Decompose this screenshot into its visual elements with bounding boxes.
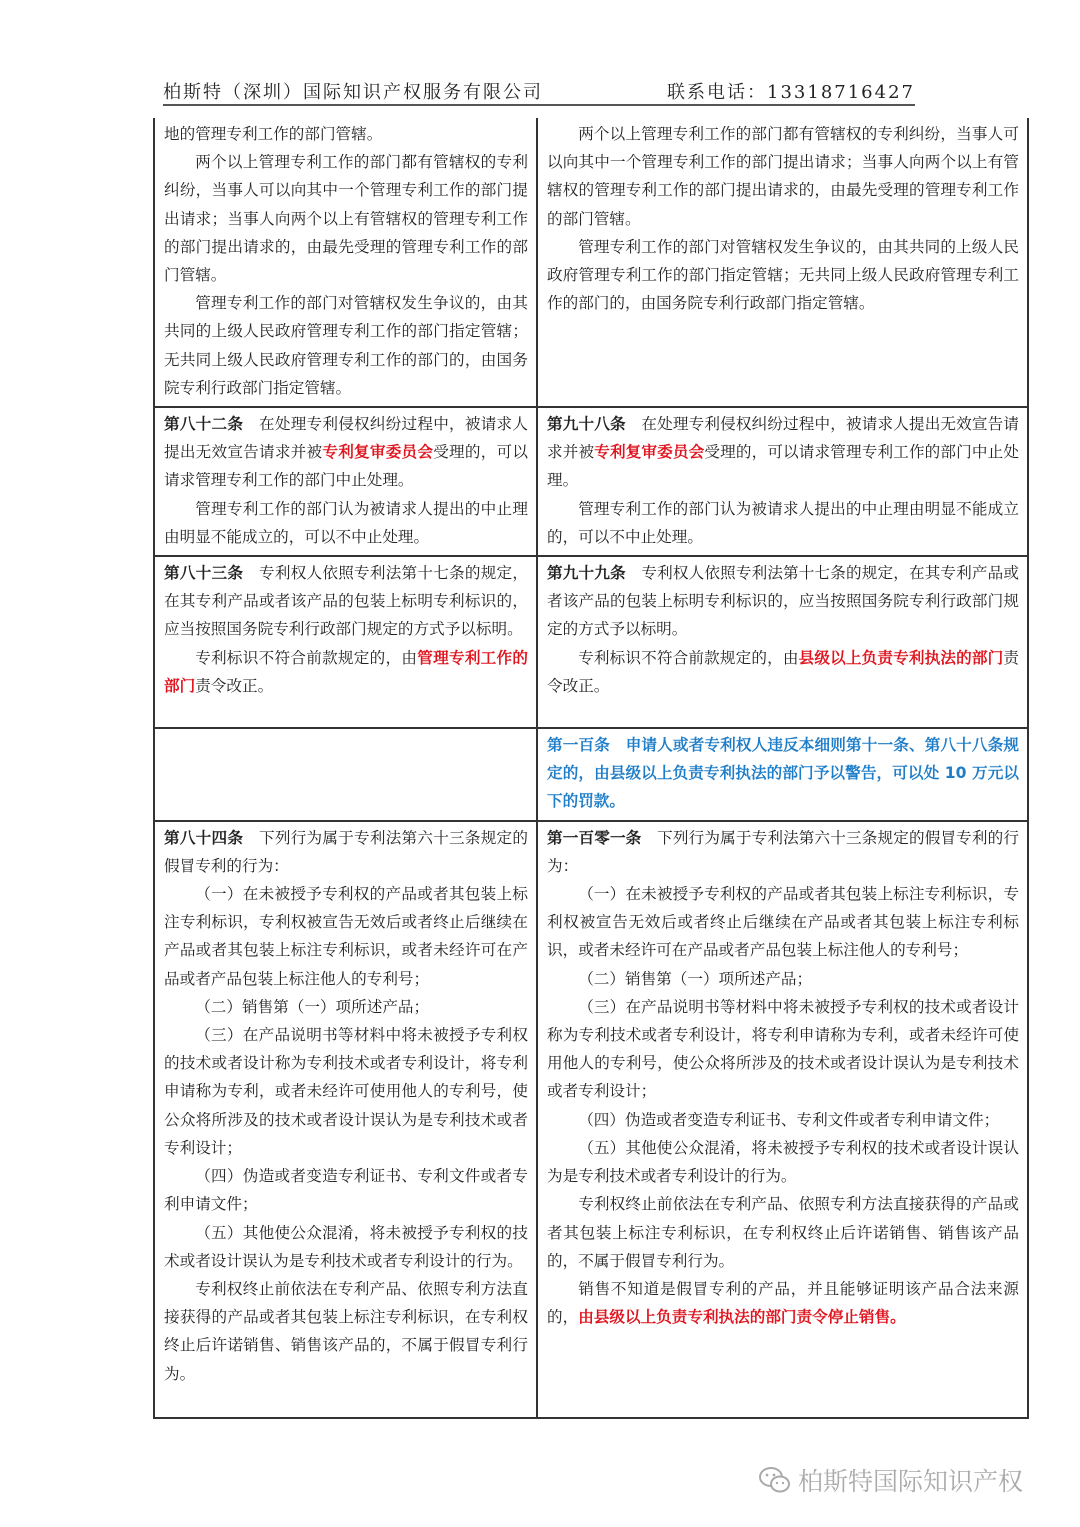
letterhead xyxy=(163,78,915,106)
text-segment: 责令改正。 xyxy=(547,648,1019,695)
article-number: 第九十九条 xyxy=(547,564,626,583)
new-rule-cell xyxy=(537,118,1028,407)
text-segment: （三）在产品说明书等材料中将未被授予专利权的技术或者设计称为专利技术或者专利设计，将专利申请称为专利，或者未经许可使用他人的专利号，使公众将所涉及的技术或者设计误认为是专利技术或者专利设计； xyxy=(547,997,1019,1101)
text-segment: 受理的，可以请求管理专利工作的部门中止处理。 xyxy=(547,443,1019,490)
table-row xyxy=(154,118,1028,407)
highlighted-text: 由县级以上负责专利执法的部门责令停止销售。 xyxy=(578,1308,906,1327)
text-segment: （三）在产品说明书等材料中将未被授予专利权的技术或者设计称为专利技术或者专利设计，将专利申请称为专利，或者未经许可使用他人的专利号，使公众将所涉及的技术或者设计误认为是专利技术或者专利设计； xyxy=(164,1026,528,1157)
paragraph xyxy=(164,1275,528,1388)
highlighted-text: 专利复审委员会 xyxy=(594,443,705,462)
text-segment: 下列行为属于专利法第六十三条规定的假冒专利的行为： xyxy=(164,828,528,875)
table-row xyxy=(154,407,1028,556)
text-segment: （一）在未被授予专利权的产品或者其包装上标注专利标识，专利权被宣告无效后或者终止后继续在产品或者其包装上标注专利标识，或者未经许可在产品或者产品包装上标注他人的专利号； xyxy=(547,885,1019,960)
text-segment: （一）在未被授予专利权的产品或者其包装上标注专利标识，专利权被宣告无效后或者终止后继续在产品或者其包装上标注专利标识，或者未经许可在产品或者产品包装上标注他人的专利号； xyxy=(164,885,528,988)
wechat-icon xyxy=(758,1466,792,1494)
old-rule-cell xyxy=(154,118,537,407)
paragraph xyxy=(547,1190,1019,1275)
text-segment: （五）其他使公众混淆，将未被授予专利权的技术或者设计误认为是专利技术或者专利设计的行为。 xyxy=(547,1138,1019,1186)
text-segment: （四）伪造或者变造专利证书、专利文件或者专利申请文件； xyxy=(578,1110,1000,1129)
highlighted-text: 第一百条 申请人或者专利权人违反本细则第十一条、第八十八条规定的，由县级以上负责专利执法的部门予以警告，可以处 10 万元以下的罚款。 xyxy=(547,736,1019,811)
paragraph xyxy=(164,1162,528,1218)
highlighted-text: 管理专利工作的部门 xyxy=(164,648,528,695)
highlighted-text: 县级以上负责专利执法的部门 xyxy=(798,648,1004,667)
paragraph xyxy=(547,1106,1019,1134)
highlighted-text: 专利复审委员会 xyxy=(322,443,434,462)
text-segment: （四）伪造或者变造专利证书、专利文件或者专利申请文件； xyxy=(164,1167,528,1214)
new-rule-cell xyxy=(537,821,1028,1418)
text-segment: 专利权终止前依法在专利产品、依照专利方法直接获得的产品或者其包装上标注专利标识，在专利权终止后许诺销售、销售该产品的，不属于假冒专利行为。 xyxy=(164,1279,528,1383)
paragraph xyxy=(547,644,1019,700)
paragraph xyxy=(164,880,528,993)
paragraph xyxy=(547,559,1019,644)
comparison-table xyxy=(153,118,1029,1419)
text-segment: 专利标识不符合前款规定的，由 xyxy=(578,648,799,667)
paragraph xyxy=(547,495,1019,551)
paragraph xyxy=(547,410,1019,495)
paragraph xyxy=(164,289,528,402)
table-row xyxy=(154,821,1028,1418)
article-number: 第八十四条 xyxy=(164,828,244,847)
text-segment: 专利权人依照专利法第十七条的规定，在其专利产品或者该产品的包装上标明专利标识的，应当按照国务院专利行政部门规定的方式予以标明。 xyxy=(164,564,528,639)
text-segment: 管理专利工作的部门认为被请求人提出的中止理由明显不能成立的，可以不中止处理。 xyxy=(164,499,528,546)
text-segment: （二）销售第（一）项所述产品； xyxy=(195,997,430,1016)
paragraph xyxy=(547,233,1019,318)
article-number: 第八十三条 xyxy=(164,564,244,583)
old-rule-cell xyxy=(154,407,537,556)
paragraph xyxy=(547,120,1019,233)
paragraph xyxy=(547,965,1019,993)
paragraph xyxy=(164,993,528,1021)
paragraph xyxy=(547,993,1019,1106)
watermark xyxy=(758,1462,1023,1498)
text-segment: 销售不知道是假冒专利的产品，并且能够证明该产品合法来源的， xyxy=(547,1279,1019,1327)
paragraph xyxy=(164,410,528,495)
paragraph xyxy=(164,148,528,289)
new-rule-cell xyxy=(537,556,1028,728)
paragraph xyxy=(547,731,1019,816)
article-number: 第一百零一条 xyxy=(547,828,642,847)
old-rule-cell xyxy=(154,728,537,821)
text-segment: 管理专利工作的部门对管辖权发生争议的，由其共同的上级人民政府管理专利工作的部门指定管辖；无共同上级人民政府管理专利工作的部门的，由国务院专利行政部门指定管辖。 xyxy=(547,237,1019,313)
old-rule-cell xyxy=(154,556,537,728)
table-row xyxy=(154,728,1028,821)
paragraph xyxy=(164,1021,528,1162)
text-segment: 下列行为属于专利法第六十三条规定的假冒专利的行为： xyxy=(547,828,1019,875)
watermark-text: 柏斯特国际知识产权 xyxy=(798,1467,1024,1496)
text-segment: （二）销售第（一）项所述产品； xyxy=(578,969,813,988)
paragraph xyxy=(164,824,528,880)
text-segment: 专利权终止前依法在专利产品、依照专利方法直接获得的产品或者其包装上标注专利标识，在专利权终止后许诺销售、销售该产品的，不属于假冒专利行为。 xyxy=(547,1195,1019,1270)
article-number: 第八十二条 xyxy=(164,415,244,434)
text-segment: 专利标识不符合前款规定的，由 xyxy=(195,648,418,667)
paragraph xyxy=(164,120,528,148)
paragraph xyxy=(164,559,528,644)
text-segment: 在处理专利侵权纠纷过程中，被请求人提出无效宣告请求并被 xyxy=(164,415,528,462)
article-number: 第九十八条 xyxy=(547,415,626,434)
paragraph xyxy=(164,1219,528,1275)
paragraph xyxy=(547,1134,1019,1190)
text-segment: 管理专利工作的部门对管辖权发生争议的，由其共同的上级人民政府管理专利工作的部门指定管辖；无共同上级人民政府管理专利工作的部门的，由国务院专利行政部门指定管辖。 xyxy=(164,294,528,397)
paragraph xyxy=(547,1275,1019,1331)
new-rule-cell xyxy=(537,407,1028,556)
text-segment: 责令改正。 xyxy=(195,676,274,695)
text-segment: 两个以上管理专利工作的部门都有管辖权的专利纠纷，当事人可以向其中一个管理专利工作的部门提出请求；当事人向两个以上有管辖权的管理专利工作的部门提出请求的，由最先受理的管理专利工作的部门管辖。 xyxy=(164,153,528,285)
contact-phone: 联系电话：13318716427 xyxy=(667,82,915,103)
old-rule-cell xyxy=(154,821,537,1418)
paragraph xyxy=(164,644,528,700)
paragraph xyxy=(164,495,528,551)
text-segment: 地的管理专利工作的部门管辖。 xyxy=(164,125,383,143)
text-segment: （五）其他使公众混淆，将未被授予专利权的技术或者设计误认为是专利技术或者专利设计的行为。 xyxy=(164,1223,528,1270)
company-name: 柏斯特（深圳）国际知识产权服务有限公司 xyxy=(163,82,543,103)
table-row xyxy=(154,556,1028,728)
text-segment: 受理的，可以请求管理专利工作的部门中止处理。 xyxy=(164,443,528,490)
text-segment: 在处理专利侵权纠纷过程中，被请求人提出无效宣告请求并被 xyxy=(547,415,1019,462)
paragraph xyxy=(547,880,1019,965)
paragraph xyxy=(547,824,1019,880)
text-segment: 两个以上管理专利工作的部门都有管辖权的专利纠纷，当事人可以向其中一个管理专利工作的部门提出请求；当事人向两个以上有管辖权的管理专利工作的部门提出请求的，由最先受理的管理专利工作的部门管辖。 xyxy=(547,125,1019,228)
text-segment: 管理专利工作的部门认为被请求人提出的中止理由明显不能成立的，可以不中止处理。 xyxy=(547,499,1019,546)
new-rule-cell xyxy=(537,728,1028,821)
text-segment: 专利权人依照专利法第十七条的规定，在其专利产品或者该产品的包装上标明专利标识的，应当按照国务院专利行政部门规定的方式予以标明。 xyxy=(547,564,1019,639)
